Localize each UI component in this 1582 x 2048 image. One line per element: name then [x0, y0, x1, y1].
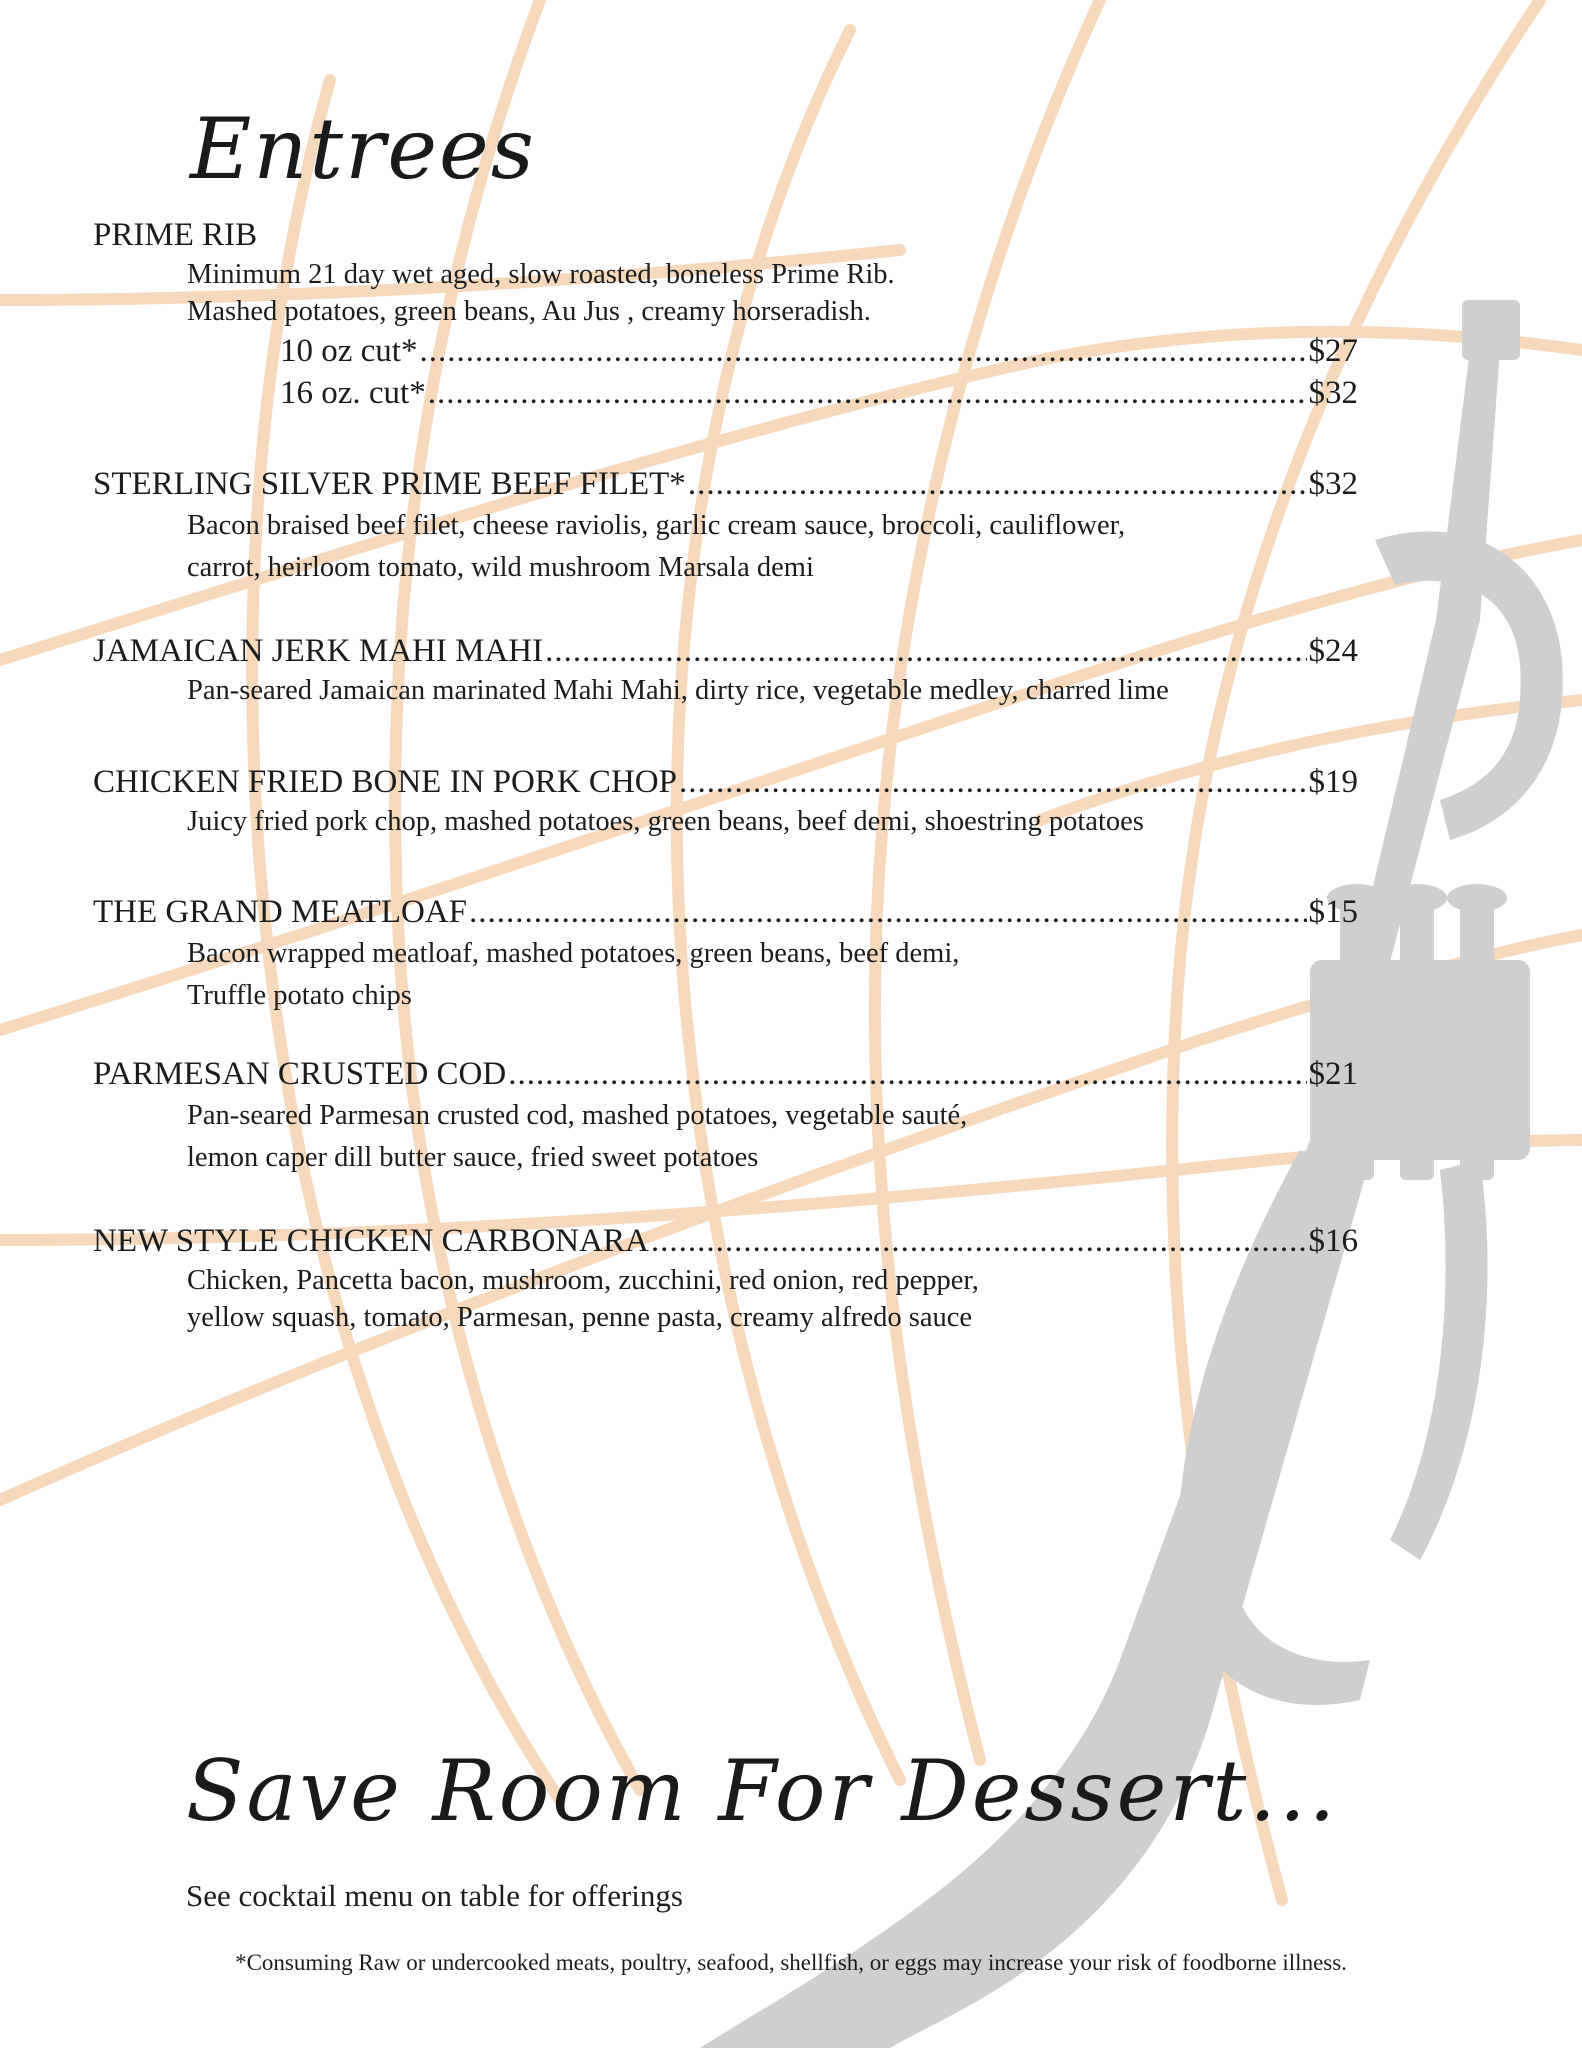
dot-leader: [651, 1220, 1307, 1262]
menu-item-line: [93, 1053, 1358, 1095]
description-line: Juicy fried pork chop, mashed potatoes, green beans, beef demi, shoestring potatoes: [187, 806, 1144, 837]
description-line: carrot, heirloom tomato, wild mushroom Marsala demi: [187, 552, 814, 583]
menu-item-price: $16: [1308, 1223, 1358, 1259]
dot-leader: [508, 1053, 1306, 1095]
menu-item-description: [187, 1262, 1358, 1336]
menu-item-price: $19: [1308, 764, 1358, 800]
menu-option-price: $27: [1308, 333, 1358, 369]
menu-item-description: [187, 1095, 1358, 1179]
menu-option-name: 10 oz cut*: [280, 333, 418, 369]
description-line: Bacon wrapped meatloaf, mashed potatoes, green beans, beef demi,: [187, 938, 960, 969]
menu-item-price: $24: [1308, 633, 1358, 669]
dot-leader: [545, 630, 1306, 672]
description-line: Minimum 21 day wet aged, slow roasted, boneless Prime Rib.: [187, 259, 895, 290]
menu-item-price: $15: [1308, 894, 1358, 930]
menu-item-name: JAMAICAN JERK MAHI MAHI: [93, 633, 544, 669]
menu-item-price: $21: [1308, 1056, 1358, 1092]
menu-option-price: $32: [1308, 375, 1358, 411]
description-line: Truffle potato chips: [187, 980, 412, 1011]
menu-item-name: THE GRAND MEATLOAF: [93, 894, 467, 930]
menu-item-name: CHICKEN FRIED BONE IN PORK CHOP: [93, 764, 677, 800]
menu-item-line: [93, 1220, 1358, 1262]
page-title: Entrees: [190, 100, 536, 198]
menu-item-mahi-mahi: [93, 630, 1358, 709]
dot-leader: [428, 372, 1307, 414]
menu-option-name: 16 oz. cut*: [280, 375, 426, 411]
menu-item-line: [93, 630, 1358, 672]
description-line: Bacon braised beef filet, cheese raviolis, garlic cream sauce, broccoli, cauliflower,: [187, 510, 1126, 541]
menu-item-name: PRIME RIB: [93, 217, 258, 253]
menu-item-line: [93, 214, 1358, 256]
menu-item-beef-filet: [93, 463, 1358, 589]
menu-option-line: [280, 372, 1358, 414]
menu-item-name: NEW STYLE CHICKEN CARBONARA: [93, 1223, 649, 1259]
menu-item-name: STERLING SILVER PRIME BEEF FILET*: [93, 466, 686, 502]
dessert-heading: Save Room For Dessert...: [186, 1742, 1339, 1840]
menu-item-line: [93, 463, 1358, 505]
menu-item-description: [187, 803, 1358, 840]
menu-item-description: [187, 256, 1358, 330]
menu-item-description: [187, 672, 1358, 709]
menu-item-carbonara: [93, 1220, 1358, 1336]
disclaimer: *Consuming Raw or undercooked meats, poultry, seafood, shellfish, or eggs may increase your risk of foodborne illness.: [235, 1950, 1347, 1975]
menu-item-description: [187, 933, 1358, 1017]
menu-item-line: [93, 761, 1358, 803]
menu-item-pork-chop: [93, 761, 1358, 840]
menu-item-prime-rib: [93, 214, 1358, 414]
menu-item-description: [187, 505, 1358, 589]
dot-leader: [419, 330, 1306, 372]
menu-item-name: PARMESAN CRUSTED COD: [93, 1056, 507, 1092]
description-line: Mashed potatoes, green beans, Au Jus , creamy horseradish.: [187, 296, 871, 327]
description-line: yellow squash, tomato, Parmesan, penne pasta, creamy alfredo sauce: [187, 1302, 973, 1333]
menu-item-price: $32: [1308, 466, 1358, 502]
dot-leader: [679, 761, 1307, 803]
description-line: lemon caper dill butter sauce, fried sweet potatoes: [187, 1142, 759, 1173]
description-line: Pan-seared Jamaican marinated Mahi Mahi, dirty rice, vegetable medley, charred lime: [187, 675, 1169, 706]
description-line: Chicken, Pancetta bacon, mushroom, zucchini, red onion, red pepper,: [187, 1265, 979, 1296]
dot-leader: [469, 891, 1307, 933]
description-line: Pan-seared Parmesan crusted cod, mashed potatoes, vegetable sauté,: [187, 1100, 968, 1131]
menu-item-meatloaf: [93, 891, 1358, 1017]
menu-item-line: [93, 891, 1358, 933]
dessert-note: See cocktail menu on table for offerings: [186, 1878, 683, 1913]
menu-option-line: [280, 330, 1358, 372]
dot-leader: [688, 463, 1307, 505]
menu-item-cod: [93, 1053, 1358, 1179]
